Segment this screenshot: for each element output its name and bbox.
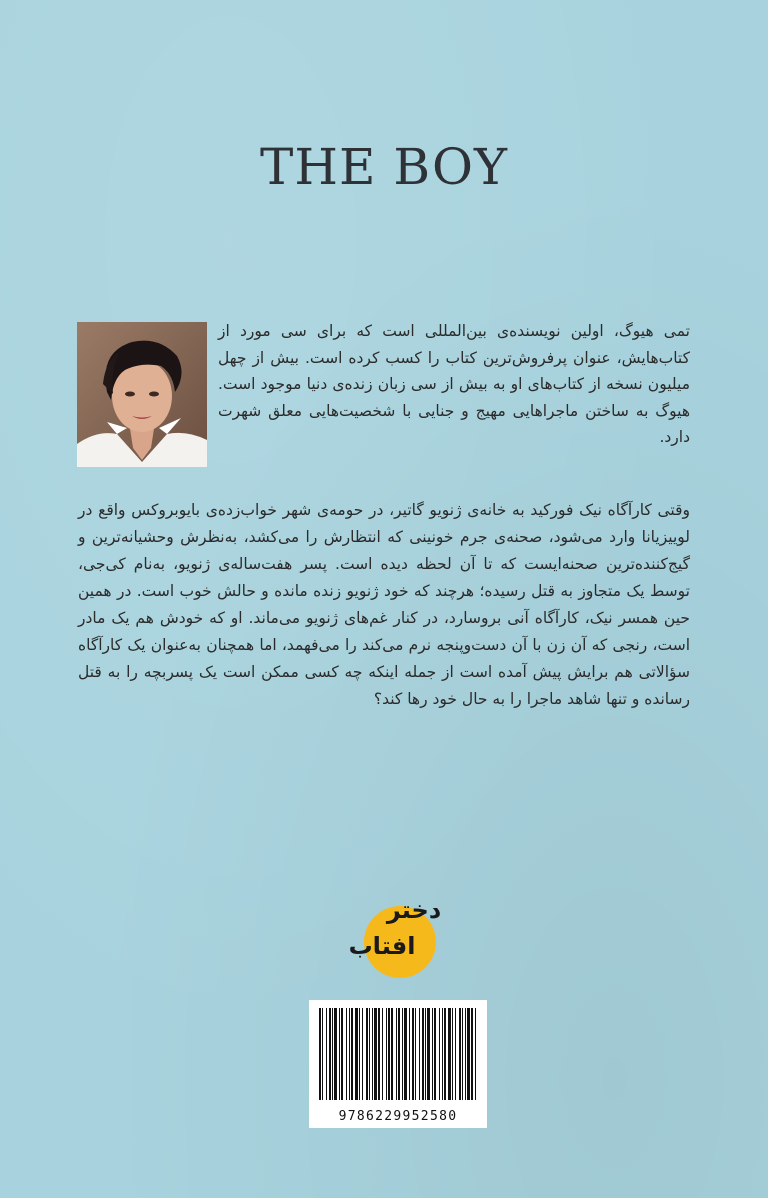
barcode-bar bbox=[396, 1008, 397, 1100]
barcode-bar bbox=[402, 1008, 403, 1100]
barcode-bar bbox=[439, 1008, 440, 1100]
barcode-bar bbox=[412, 1008, 414, 1100]
barcode-bar bbox=[442, 1008, 443, 1100]
barcode-bar bbox=[332, 1008, 333, 1100]
barcode-bar bbox=[444, 1008, 446, 1100]
barcode-bar bbox=[404, 1008, 407, 1100]
barcode-bar bbox=[378, 1008, 380, 1100]
logo-text-line2: افتاب bbox=[348, 932, 416, 960]
barcode-bar bbox=[388, 1008, 390, 1100]
barcode-bar bbox=[452, 1008, 453, 1100]
barcode-bar bbox=[398, 1008, 400, 1100]
barcode-bar bbox=[448, 1008, 451, 1100]
isbn-barcode bbox=[309, 1000, 487, 1128]
barcode-bar bbox=[341, 1008, 343, 1100]
barcode-bar bbox=[334, 1008, 337, 1100]
barcode-bar bbox=[455, 1008, 456, 1100]
book-title: THE BOY bbox=[259, 138, 508, 196]
barcode-bar bbox=[369, 1008, 370, 1100]
author-photo bbox=[77, 322, 207, 467]
barcode-bar bbox=[351, 1008, 353, 1100]
barcode-bar bbox=[346, 1008, 347, 1100]
barcode-bar bbox=[422, 1008, 424, 1100]
barcode-bar bbox=[467, 1008, 470, 1100]
barcode-bar bbox=[427, 1008, 430, 1100]
barcode-bar bbox=[415, 1008, 416, 1100]
barcode-bar bbox=[382, 1008, 383, 1100]
publisher-logo bbox=[330, 880, 460, 990]
barcode-bar bbox=[349, 1008, 350, 1100]
barcode-bar bbox=[409, 1008, 410, 1100]
isbn-number: 9786229952580 bbox=[338, 1109, 458, 1124]
barcode-bar bbox=[372, 1008, 373, 1100]
barcode-bar bbox=[326, 1008, 327, 1100]
author-bio: تمی هیوگ، اولین نویسنده‌ی بین‌المللی است که برای سی مورد از کتاب‌هایش، عنوان پرفروش‌ترین کتاب را کسب کرده است. بیش از چهل میلیون نسخه از کتاب‌های او به بیش از سی زبان زنده‌ی دنیا موجود است. هیوگ به ساختن ماجراهایی مهیج و جنایی با شخصیت‌هایی معلق شهرت دارد. bbox=[218, 322, 690, 446]
barcode-bar bbox=[471, 1008, 473, 1100]
barcode-bar bbox=[434, 1008, 436, 1100]
barcode-bar bbox=[432, 1008, 433, 1100]
barcode-bars bbox=[309, 1000, 487, 1104]
barcode-bar bbox=[359, 1008, 360, 1100]
barcode-bar bbox=[391, 1008, 393, 1100]
barcode-bar bbox=[362, 1008, 363, 1100]
barcode-bar bbox=[374, 1008, 377, 1100]
barcode-bar bbox=[425, 1008, 426, 1100]
barcode-bar bbox=[329, 1008, 331, 1100]
barcode-bar bbox=[319, 1008, 321, 1100]
barcode-bar bbox=[462, 1008, 463, 1100]
barcode-bar bbox=[366, 1008, 368, 1100]
barcode-bar bbox=[465, 1008, 466, 1100]
book-synopsis: وقتی کارآگاه نیک فورکید به خانه‌ی ژنویو گاتیر، در حومه‌ی شهر خواب‌زده‌ی بایوبروکس واقع در لوییزیانا وارد می‌شود، صحنه‌ی جرم خونینی که انتظارش را می‌کشد، به‌نظرش وحشیانه‌ترین و گیج‌کننده‌ترین صحنه‌ایست که تا آن لحظه دیده است. پسر هفت‌ساله‌ی ژنویو، به‌نام کی‌جی، توسط یک متجاوز به قتل رسیده؛ هرچند که خود ژنویو زنده مانده و حالش خوب است. در همین حین همسر نیک، کارآگاه آنی بروسارد، در کنار غم‌های ژنویو می‌ماند. او که خودش هم یک مادر است، رنجی که آن زن با آن دست‌وپنجه نرم می‌کند را می‌فهمد، اما همچنان به‌عنوان یک کارآگاه سؤالاتی هم برایش پیش آمده است از جمله اینکه چه کسی ممکن است یک پسربچه را به قتل رسانده و تنها شاهد ماجرا را به حال خود رها کند؟ bbox=[78, 501, 690, 708]
barcode-bar bbox=[419, 1008, 420, 1100]
barcode-bar bbox=[339, 1008, 340, 1100]
barcode-bar bbox=[475, 1008, 476, 1100]
barcode-bar bbox=[386, 1008, 387, 1100]
barcode-bar bbox=[355, 1008, 358, 1100]
barcode-bar bbox=[459, 1008, 461, 1100]
barcode-bar bbox=[322, 1008, 323, 1100]
logo-text-line1: دختر bbox=[386, 896, 442, 924]
